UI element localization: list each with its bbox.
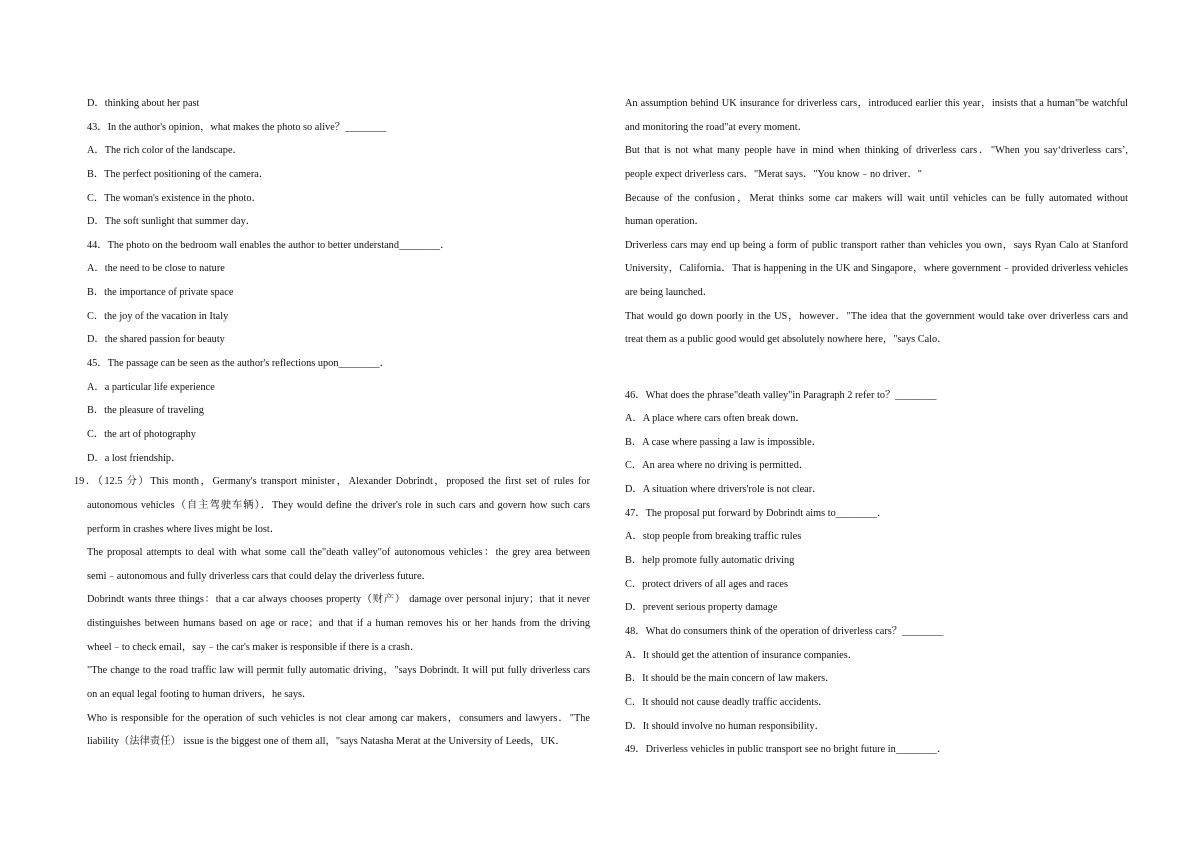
q46-option-d: D．A situation where drivers'role is not clear． xyxy=(625,484,823,496)
passage-line-10: That would go down poorly in the US，however．"The idea that the government would take over driverless cars and xyxy=(625,310,1128,322)
q48-option-c: C．It should not cause deadly traffic accidents． xyxy=(625,696,829,708)
q45-option-d: D．a lost friendship． xyxy=(87,452,182,464)
q46-stem: 46．What does the phrase"death valley"in Paragraph 2 refer to？________ xyxy=(625,389,937,401)
q46-option-b: B．A case where passing a law is impossible． xyxy=(625,436,823,448)
right-column xyxy=(625,92,1128,762)
passage-line-11: treat them as a public good would get absolutely nowhere here，"says Calo． xyxy=(625,334,948,346)
q47-option-a: A．stop people from breaking traffic rules xyxy=(625,531,802,543)
passage-19-line-1 xyxy=(74,470,590,494)
q48-option-b: B．It should be the main concern of law makers． xyxy=(625,673,836,685)
q48-stem: 48．What do consumers think of the operation of driverless cars？________ xyxy=(625,625,944,637)
passage-line-6: human operation． xyxy=(625,216,705,228)
passage-line-5: Because of the confusion，Merat thinks some car makers will wait until vehicles can be fully automated without xyxy=(625,192,1128,204)
q43-stem: 43．In the author's opinion，what makes the photo so alive？________ xyxy=(87,121,387,133)
q47-option-c: C．protect drivers of all ages and races xyxy=(625,578,788,590)
passage-19-line-12: liability（法律责任） issue is the biggest one of them all，"says Natasha Merat at the University of Leeds，UK． xyxy=(87,736,566,748)
passage-19-text: This month，Germany's transport minister，Alexander Dobrindt，proposed the first set of rules for xyxy=(150,476,590,488)
q48-option-d: D．It should involve no human responsibility． xyxy=(625,720,825,732)
q47-stem: 47．The proposal put forward by Dobrindt aims to________． xyxy=(625,507,888,519)
q48-option-a: A．It should get the attention of insurance companies． xyxy=(625,649,859,661)
passage-19-line-6: Dobrindt wants three things：that a car always chooses property（财产） damage over personal injury；that it never xyxy=(87,594,590,606)
passage-19-line-3: perform in crashes where lives might be lost． xyxy=(87,523,281,535)
q44-option-a: A．the need to be close to nature xyxy=(87,263,225,275)
passage-line-4: people expect driverless cars．"Merat says．"You know﹣no driver．" xyxy=(625,168,922,180)
passage-19-line-10: on an equal legal footing to human drivers，he says． xyxy=(87,689,313,701)
question-19-label: 19．（12.5 分） xyxy=(74,476,151,488)
passage-19-line-5: semi﹣autonomous and fully driverless cars that could delay the driverless future． xyxy=(87,570,432,582)
q45-option-c: C．the art of photography xyxy=(87,428,196,440)
passage-line-2: and monitoring the road"at every moment． xyxy=(625,121,808,133)
passage-19-line-2: autonomous vehicles（自主驾驶车辆）．They would define the driver's role in such cars and govern how such cars xyxy=(87,499,590,511)
q46-option-c: C．An area where no driving is permitted． xyxy=(625,460,810,472)
passage-19-line-7: distinguishes between humans based on age or race；and that if a human removes his or her hands from the driving xyxy=(87,618,590,630)
section-spacer xyxy=(625,352,1128,384)
passage-19-line-8: wheel﹣to check email，say﹣the car's maker is responsible if there is a crash． xyxy=(87,641,421,653)
q44-option-c: C．the joy of the vacation in Italy xyxy=(87,310,229,322)
q44-stem: 44．The photo on the bedroom wall enables the author to better understand________． xyxy=(87,239,451,251)
passage-line-9: are being launched． xyxy=(625,287,714,299)
q45-option-b: B．the pleasure of traveling xyxy=(87,405,204,417)
passage-19-line-11: Who is responsible for the operation of such vehicles is not clear among car makers，consumers and lawyers．"The xyxy=(87,712,590,724)
q43-option-a: A．The rich color of the landscape． xyxy=(87,145,243,157)
passage-line-3: But that is not what many people have in mind when thinking of driverless cars．"When you say‘driverless cars’, xyxy=(625,145,1128,157)
q45-stem: 45．The passage can be seen as the author's reflections upon________． xyxy=(87,358,390,370)
passage-line-7: Driverless cars may end up being a form of public transport rather than vehicles you own，says Ryan Calo at Stanford xyxy=(625,239,1128,251)
passage-19-line-9: "The change to the road traffic law will permit fully automatic driving，"says Dobrindt. It will put fully driverless cars xyxy=(87,665,590,677)
q47-option-b: B．help promote fully automatic driving xyxy=(625,555,795,567)
q44-option-b: B．the importance of private space xyxy=(87,287,234,299)
left-column xyxy=(74,92,590,754)
passage-19-line-4: The proposal attempts to deal with what some call the"death valley"of autonomous vehicles：the grey area between xyxy=(87,547,590,559)
q49-stem: 49．Driverless vehicles in public transport see no bright future in________． xyxy=(625,744,948,756)
q45-option-a: A．a particular life experience xyxy=(87,381,215,393)
q44-option-d: D．the shared passion for beauty xyxy=(87,334,225,346)
q46-option-a: A．A place where cars often break down． xyxy=(625,413,806,425)
q42-option-d: D．thinking about her past xyxy=(87,98,200,109)
passage-line-1: An assumption behind UK insurance for driverless cars，introduced earlier this year，insists that a human"be watchful xyxy=(625,98,1128,109)
q43-option-c: C．The woman's existence in the photo． xyxy=(87,192,262,204)
q47-option-d: D．prevent serious property damage xyxy=(625,602,778,614)
q43-option-d: D．The soft sunlight that summer day． xyxy=(87,216,257,228)
passage-line-8: University，California．That is happening in the UK and Singapore，where government﹣provided driverless vehicles xyxy=(625,263,1128,275)
q43-option-b: B．The perfect positioning of the camera． xyxy=(87,168,270,180)
